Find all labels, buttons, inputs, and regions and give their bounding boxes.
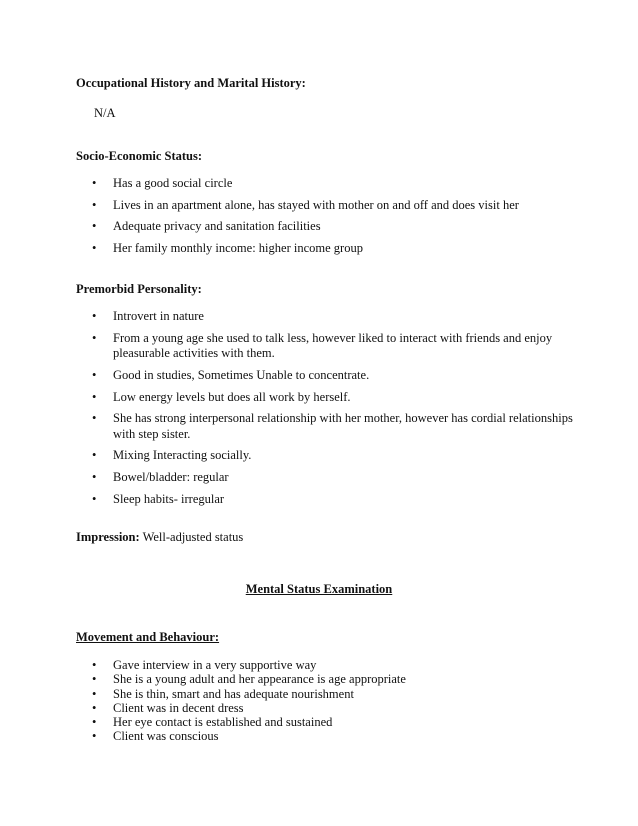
list-item-text: Client was conscious bbox=[113, 729, 219, 744]
list-item-text: Her eye contact is established and sustained bbox=[113, 715, 333, 730]
list-item bbox=[92, 672, 583, 686]
list-item bbox=[92, 331, 583, 362]
list-item-text: Low energy levels but does all work by herself. bbox=[113, 389, 351, 404]
list-item-text: From a young age she used to talk less, however liked to interact with friends and enjoy pleasurable activities with them. bbox=[113, 330, 553, 361]
list-item bbox=[92, 470, 583, 486]
bullet-marker: • bbox=[92, 309, 97, 323]
list-item-text: Sleep habits- irregular bbox=[113, 491, 225, 506]
bullet-marker: • bbox=[92, 197, 97, 212]
list-item-text: Client was in decent dress bbox=[113, 700, 244, 715]
impression-line bbox=[76, 530, 243, 545]
bullet-marker: • bbox=[92, 700, 97, 715]
list-item-text: Good in studies, Sometimes Unable to concentrate. bbox=[113, 367, 370, 382]
occupational-heading: Occupational History and Marital History: bbox=[76, 76, 306, 90]
bullet-marker: • bbox=[92, 658, 97, 672]
premorbid-heading: Premorbid Personality: bbox=[76, 282, 202, 296]
list-item-text: Gave interview in a very supportive way bbox=[113, 658, 317, 672]
socio-economic-list bbox=[92, 176, 583, 263]
list-item bbox=[92, 176, 583, 192]
impression-label: Impression: bbox=[76, 530, 140, 544]
list-item bbox=[92, 390, 583, 406]
bullet-marker: • bbox=[92, 367, 97, 382]
bullet-marker: • bbox=[92, 219, 97, 234]
premorbid-list bbox=[92, 309, 583, 514]
bullet-marker: • bbox=[92, 470, 97, 485]
list-item-text: Bowel/bladder: regular bbox=[113, 470, 229, 485]
occupational-value: N/A bbox=[94, 106, 116, 120]
list-item bbox=[92, 368, 583, 384]
bullet-marker: • bbox=[92, 330, 97, 345]
impression-value: Well-adjusted status bbox=[142, 530, 244, 544]
list-item-text: Adequate privacy and sanitation facilities bbox=[113, 219, 321, 234]
bullet-marker: • bbox=[92, 448, 97, 463]
bullet-marker: • bbox=[92, 686, 97, 701]
list-item-text: Has a good social circle bbox=[113, 176, 233, 190]
list-item bbox=[92, 411, 583, 442]
mse-title: Mental Status Examination bbox=[245, 582, 393, 596]
bullet-marker: • bbox=[92, 411, 97, 426]
list-item bbox=[92, 309, 583, 325]
list-item bbox=[92, 198, 583, 214]
list-item-text: Mixing Interacting socially. bbox=[113, 448, 252, 463]
list-item bbox=[92, 687, 583, 701]
bullet-marker: • bbox=[92, 176, 97, 190]
list-item bbox=[92, 715, 583, 729]
list-item-text: Her family monthly income: higher income group bbox=[113, 241, 363, 256]
socio-economic-heading: Socio-Economic Status: bbox=[76, 149, 203, 163]
bullet-marker: • bbox=[92, 491, 97, 506]
list-item bbox=[92, 241, 583, 257]
movement-list bbox=[92, 658, 583, 744]
bullet-marker: • bbox=[92, 389, 97, 404]
list-item bbox=[92, 448, 583, 464]
movement-heading: Movement and Behaviour: bbox=[76, 630, 220, 644]
list-item-text: She is a young adult and her appearance is age appropriate bbox=[113, 672, 406, 687]
list-item-text: She has strong interpersonal relationship with her mother, however has cordial relationships with step sister. bbox=[113, 411, 573, 441]
bullet-marker: • bbox=[92, 672, 97, 687]
list-item bbox=[92, 658, 583, 672]
bullet-marker: • bbox=[92, 715, 97, 730]
bullet-marker: • bbox=[92, 241, 97, 256]
list-item-text: She is thin, smart and has adequate nourishment bbox=[113, 686, 354, 701]
list-item bbox=[92, 219, 583, 235]
list-item-text: Introvert in nature bbox=[113, 309, 204, 323]
list-item bbox=[92, 729, 583, 743]
list-item-text: Lives in an apartment alone, has stayed with mother on and off and does visit her bbox=[113, 197, 519, 212]
list-item bbox=[92, 492, 583, 508]
bullet-marker: • bbox=[92, 729, 97, 744]
list-item bbox=[92, 701, 583, 715]
